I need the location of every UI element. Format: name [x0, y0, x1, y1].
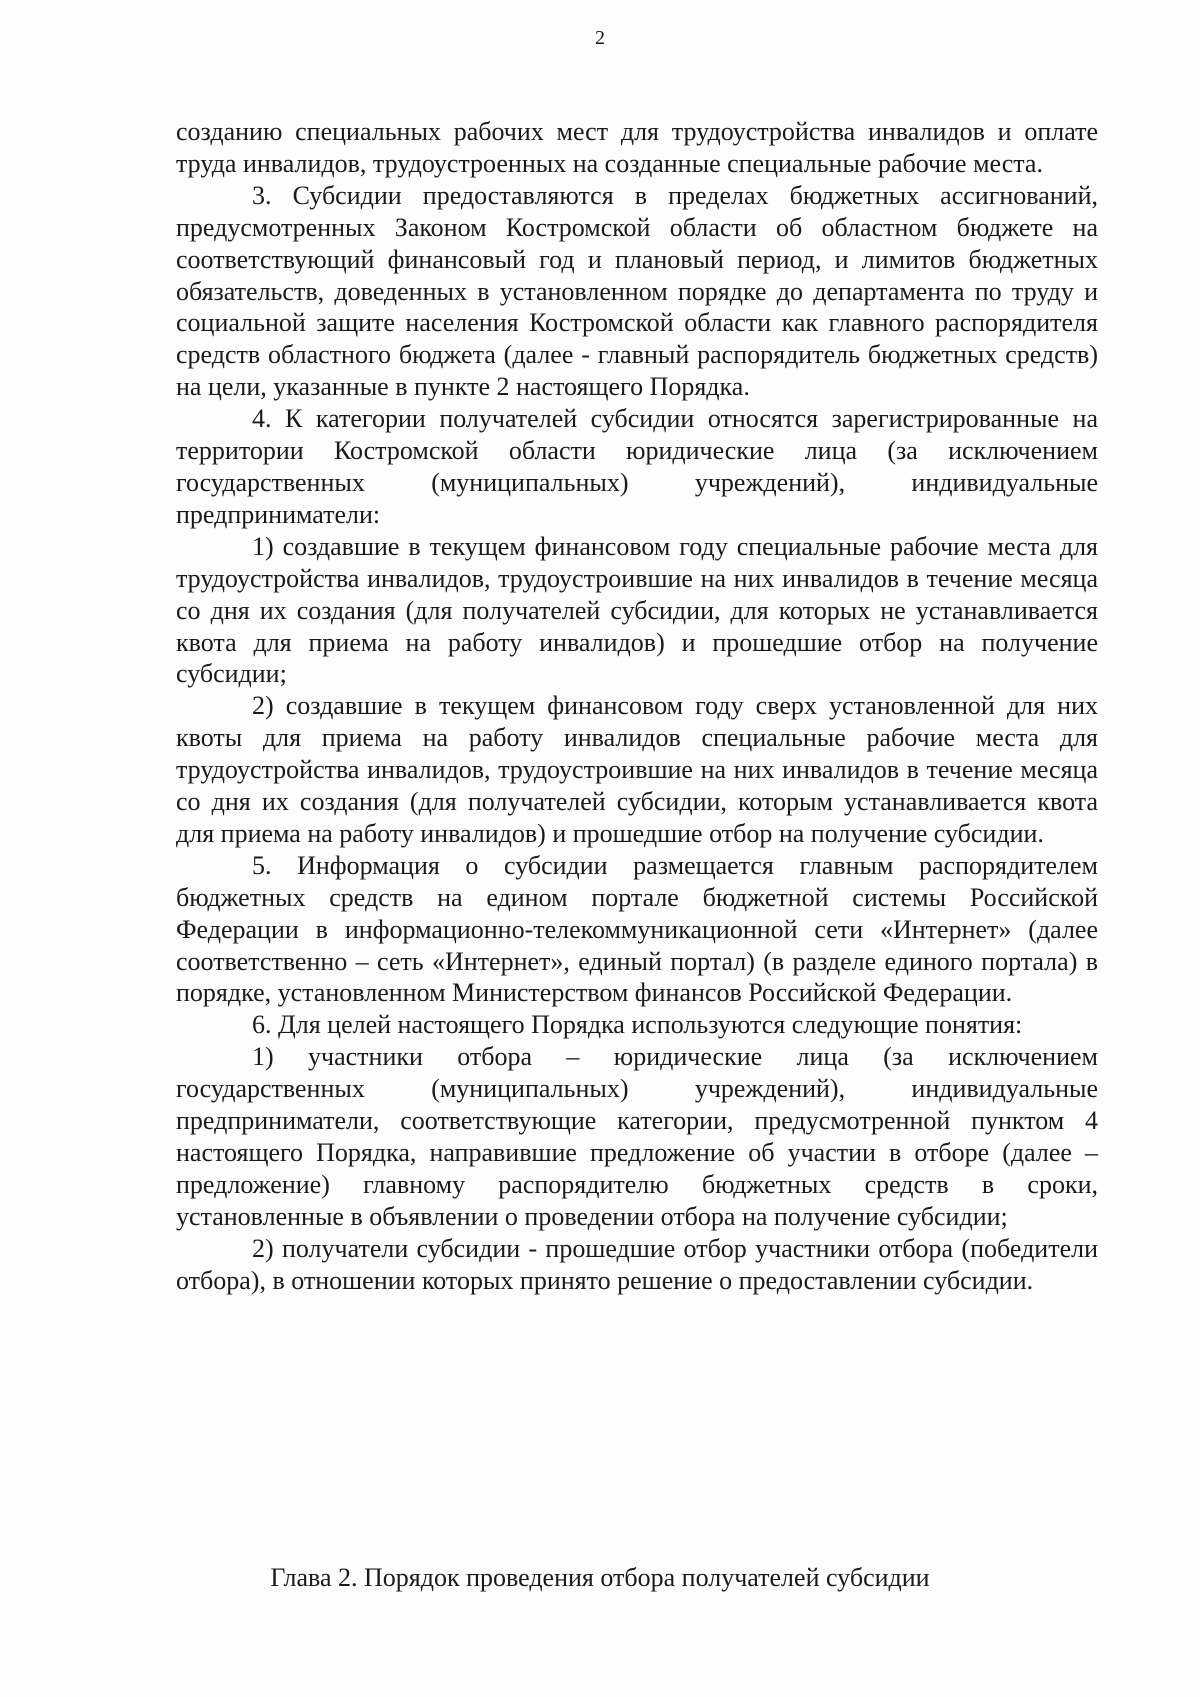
page-number: 2 — [595, 27, 605, 49]
paragraph-item-3: 3. Субсидии предоставляются в пределах бюджетных ассигнований, предусмотренных Законом Костромской области об областном бюджете на соответствующий финансовый год и плановый период, и лимитов бюджетных обязательств, доведенных в установленном порядке до департамента по труду и социальной защите населения Костромской области как главного распорядителя средств областного бюджета (далее - главный распорядитель бюджетных средств) на цели, указанные в пункте 2 настоящего Порядка. — [176, 180, 1098, 402]
document-body — [176, 116, 1098, 1297]
paragraph-item-6: 6. Для целей настоящего Порядка используются следующие понятия: — [252, 1010, 1023, 1040]
paragraph-item-6-subitem-1: 1) участники отбора – юридические лица (за исключением государственных (муниципальных) учреждений), индивидуальные предприниматели, соответствующие категории, предусмотренной пунктом 4 настоящего Порядка, направившие предложение об участии в отборе (далее – предложение) главному распорядителю бюджетных средств в сроки, установленные в объявлении о проведении отбора на получение субсидии; — [176, 1042, 1098, 1231]
paragraph-item-4: 4. К категории получателей субсидии относятся зарегистрированные на территории Костромской области юридические лица (за исключением государственных (муниципальных) учреждений), индивидуальные предприниматели: — [176, 404, 1098, 529]
paragraph-item-6-subitem-2: 2) получатели субсидии - прошедшие отбор участники отбора (победители отбора), в отношении которых принято решение о предоставлении субсидии. — [176, 1233, 1098, 1295]
paragraph-item-4-subitem-2: 2) создавшие в текущем финансовом году сверх установленной для них квоты для приема на работу инвалидов специальные рабочие места для трудоустройства инвалидов, трудоустроившие на них инвалидов в течение месяца со дня их создания (для получателей субсидии, которым устанавливается квота для приема на работу инвалидов) и прошедшие отбор на получение субсидии. — [176, 691, 1098, 848]
paragraph-item-4-subitem-1: 1) создавшие в текущем финансовом году специальные рабочие места для трудоустройства инвалидов, трудоустроившие на них инвалидов в течение месяца со дня их создания (для получателей субсидии, для которых не устанавливается квота для приема на работу инвалидов) и прошедшие отбор на получение субсидии; — [176, 531, 1098, 689]
paragraph-item-5: 5. Информация о субсидии размещается главным распорядителем бюджетных средств на едином портале бюджетной системы Российской Федерации в информационно-телекоммуникационной сети «Интернет» (далее соответственно – сеть «Интернет», единый портал) (в разделе единого портала) в порядке, установленном Министерством финансов Российской Федерации. — [176, 850, 1098, 1008]
paragraph-continuation: созданию специальных рабочих мест для трудоустройства инвалидов и оплате труда инвалидов, трудоустроенных на созданные специальные рабочие места. — [176, 117, 1098, 178]
chapter-heading: Глава 2. Порядок проведения отбора получателей субсидии — [270, 1563, 930, 1592]
